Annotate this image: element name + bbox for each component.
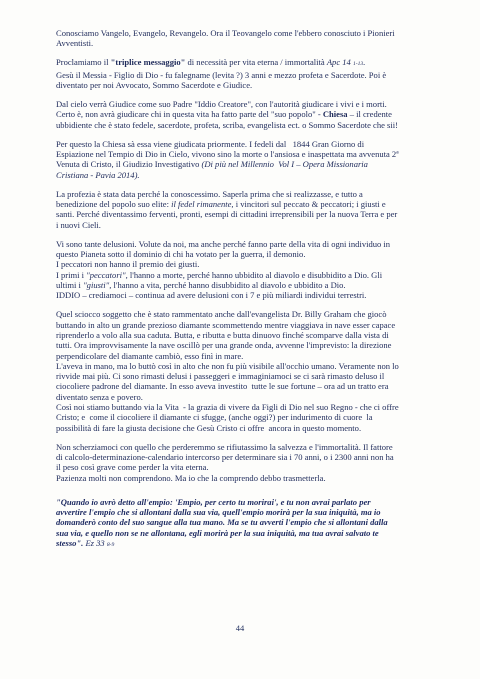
quote-line: sua via, e quello non se ne allontana, egli morirà per la sua iniquità, ma tua avrai salvato te: [56, 527, 379, 538]
text-line: buttando in alto un grande prezioso diamante scommettendo mentre viaggiava in nave esser capace: [56, 319, 396, 330]
text-line: Venuta di Cristo, il Giudizio Investigativo (Di più nel Millennio Vol I – Opera Missionaria: [56, 159, 368, 170]
text-line: riprenderlo a volo alla sua caduta. Butta, e ributta e butta dinuovo finché scomparve dalla vista di: [56, 329, 389, 340]
text-line: I peccatori non hanno il premio dei giusti.: [56, 259, 200, 270]
paragraph-4: [56, 139, 436, 180]
text-line: ultimi i "giusti", l'hanno a vita, perché hanno disubbidito al diavolo e ubbidito a Dio.: [56, 279, 346, 290]
paragraph-8: [56, 442, 436, 483]
page-number: 44: [235, 623, 245, 633]
quote-line: avvertire l'empio che si allontani dalla sua via, quell'empio morirà per la sua iniquità, ma io: [56, 507, 381, 518]
paragraph-2: [56, 57, 436, 90]
text-line: santi. Perché diventassimo ferventi, pronti, esempi di cittadini irreprensibili per la nuova Terra e per: [56, 209, 398, 220]
text-line: Cristiana - Pavia 2014).: [56, 169, 140, 180]
paragraph-3: [56, 99, 436, 130]
text-line: Espiazione nel Tempio di Dio in Cielo, vivono sino la morte o l'ansiosa e inaspettata ma avvenuta 2ª: [56, 149, 399, 160]
text-line: il peso così grave come perder la vita eterna.: [56, 462, 209, 473]
paragraph-1: [56, 28, 436, 49]
text-line: tutti. Ora improvvisamente la nave oscillò per una grande onda, avvenne l'imprevisto: la direzione: [56, 340, 392, 351]
text-line: I primi i "peccatori", l'hanno a morte, perché hanno ubbidito al diavolo e disubbidito a Dio. Gli: [56, 269, 383, 280]
page-body: [56, 28, 436, 559]
text-line: Conosciamo Vangelo, Evangelo, Revangelo. Ora il Teovangelo come l'ebbero conosciuto i Pionieri: [56, 28, 395, 38]
text-line: Così noi stiamo buttando via la Vita - la grazia di vivere da Figli di Dio nel suo Regno - che ci offre: [56, 401, 399, 412]
text-line: diventato senza e povero.: [56, 391, 143, 402]
text-line: questo Pianeta sotto il dominio di chi ha votato per la guerra, il demonio.: [56, 249, 306, 260]
text-line: Pazienza molti non comprendono. Ma io che la comprendo debbo trasmetterla.: [56, 472, 326, 483]
text-line: rivvide mai più. Ci sono rimasti delusi i passeggeri e immaginiamoci se ci sarà rimasto deluso il: [56, 371, 385, 382]
paragraph-7: [56, 309, 436, 433]
text-line: ciocoliere padrone del diamante. In esso aveva investito tutte le sue fortune – ora ad un tratto era: [56, 381, 389, 392]
text-line: ubbidiente che è stato fedele, sacerdote, profeta, scriba, evangelista ect. o Sommo Sacerdote che sii!: [56, 119, 398, 130]
text-line: Dal cielo verrà Giudice come suo Padre "Iddio Creatore", con l'autorità giudicare i vivi e i morti.: [56, 99, 387, 110]
text-line: Quel sciocco soggetto che è stato rammentato anche dall'evangelista Dr. Billy Graham che giocò: [56, 309, 387, 320]
text-line: possibilità di fare la giusta decisione che Gesù Cristo ci offre ancora in questo momento.: [56, 422, 362, 433]
text-line: Per questo la Chiesa sà essa viene giudicata priormente. I fedeli dal 1844 Gran Giorno di: [56, 138, 365, 149]
text-line: Proclamiamo il "triplice messaggio" di necessità per vita eterna / immortalità Apc 14 1-13.: [56, 57, 366, 68]
text-line: Non scherziamoci con quello che perderemmo se rifiutassimo la salvezza e l'immortalità. Il fattore: [56, 441, 393, 452]
scripture-quote: [56, 497, 436, 550]
text-line: benedizione del popolo suo elite: il fedel rimanente, i vincitori sul peccato & peccatori; i giusti e: [56, 199, 386, 210]
paragraph-6: [56, 239, 436, 301]
text-line: Gesù il Messia - Figlio di Dio - fu falegname (levita ?) 3 anni e mezzo profeta e Sacerdote. Poi è: [56, 69, 387, 80]
paragraph-5: [56, 189, 436, 230]
text-line: L'aveva in mano, ma lo buttò così in alto che non fu più visibile all'occhio umano. Veramente non lo: [56, 360, 399, 371]
text-line: perpendicolare del diamante cambiò, esso finì in mare.: [56, 350, 244, 361]
text-line: Avventisti.: [56, 38, 94, 49]
quote-line: stesso". Ez 33 8-9: [56, 538, 115, 549]
text-line: Certo è, non avrà giudicare chi in questa vita ha fatto parte del "suo popolo" - Chiesa – il credente: [56, 109, 392, 120]
text-line: IDDIO – crediamoci – continua ad avere delusioni con i 7 e più miliardi individui terrestri.: [56, 290, 367, 301]
text-line: di calcolo-determinazione-calendario intercorso per determinare sia i 70 anni, o i 2300 anni non ha: [56, 451, 394, 462]
text-line: Vi sono tante delusioni. Volute da noi, ma anche perché fanno parte della vita di ogni individuo in: [56, 238, 391, 249]
text-line: Cristo; e come il ciocoliere il diamante ci sfugge, (anche oggi?) per indurimento di cuore la: [56, 412, 373, 423]
text-line: i nuovi Cieli.: [56, 219, 101, 230]
quote-line: domanderò conto del suo sangue alla tua mano. Ma se tu avverti l'empio che si allontani dalla: [56, 517, 388, 528]
quote-line: "Quando io avrò detto all'empio: 'Empio, per certo tu morirai', e tu non avrai parlato per: [56, 496, 371, 507]
text-line: La profezia è stata data perché la conoscessimo. Saperla prima che si realizzasse, e tutto a: [56, 188, 363, 199]
text-line: diventato per noi Avvocato, Sommo Sacerdote e Giudice.: [56, 79, 253, 90]
